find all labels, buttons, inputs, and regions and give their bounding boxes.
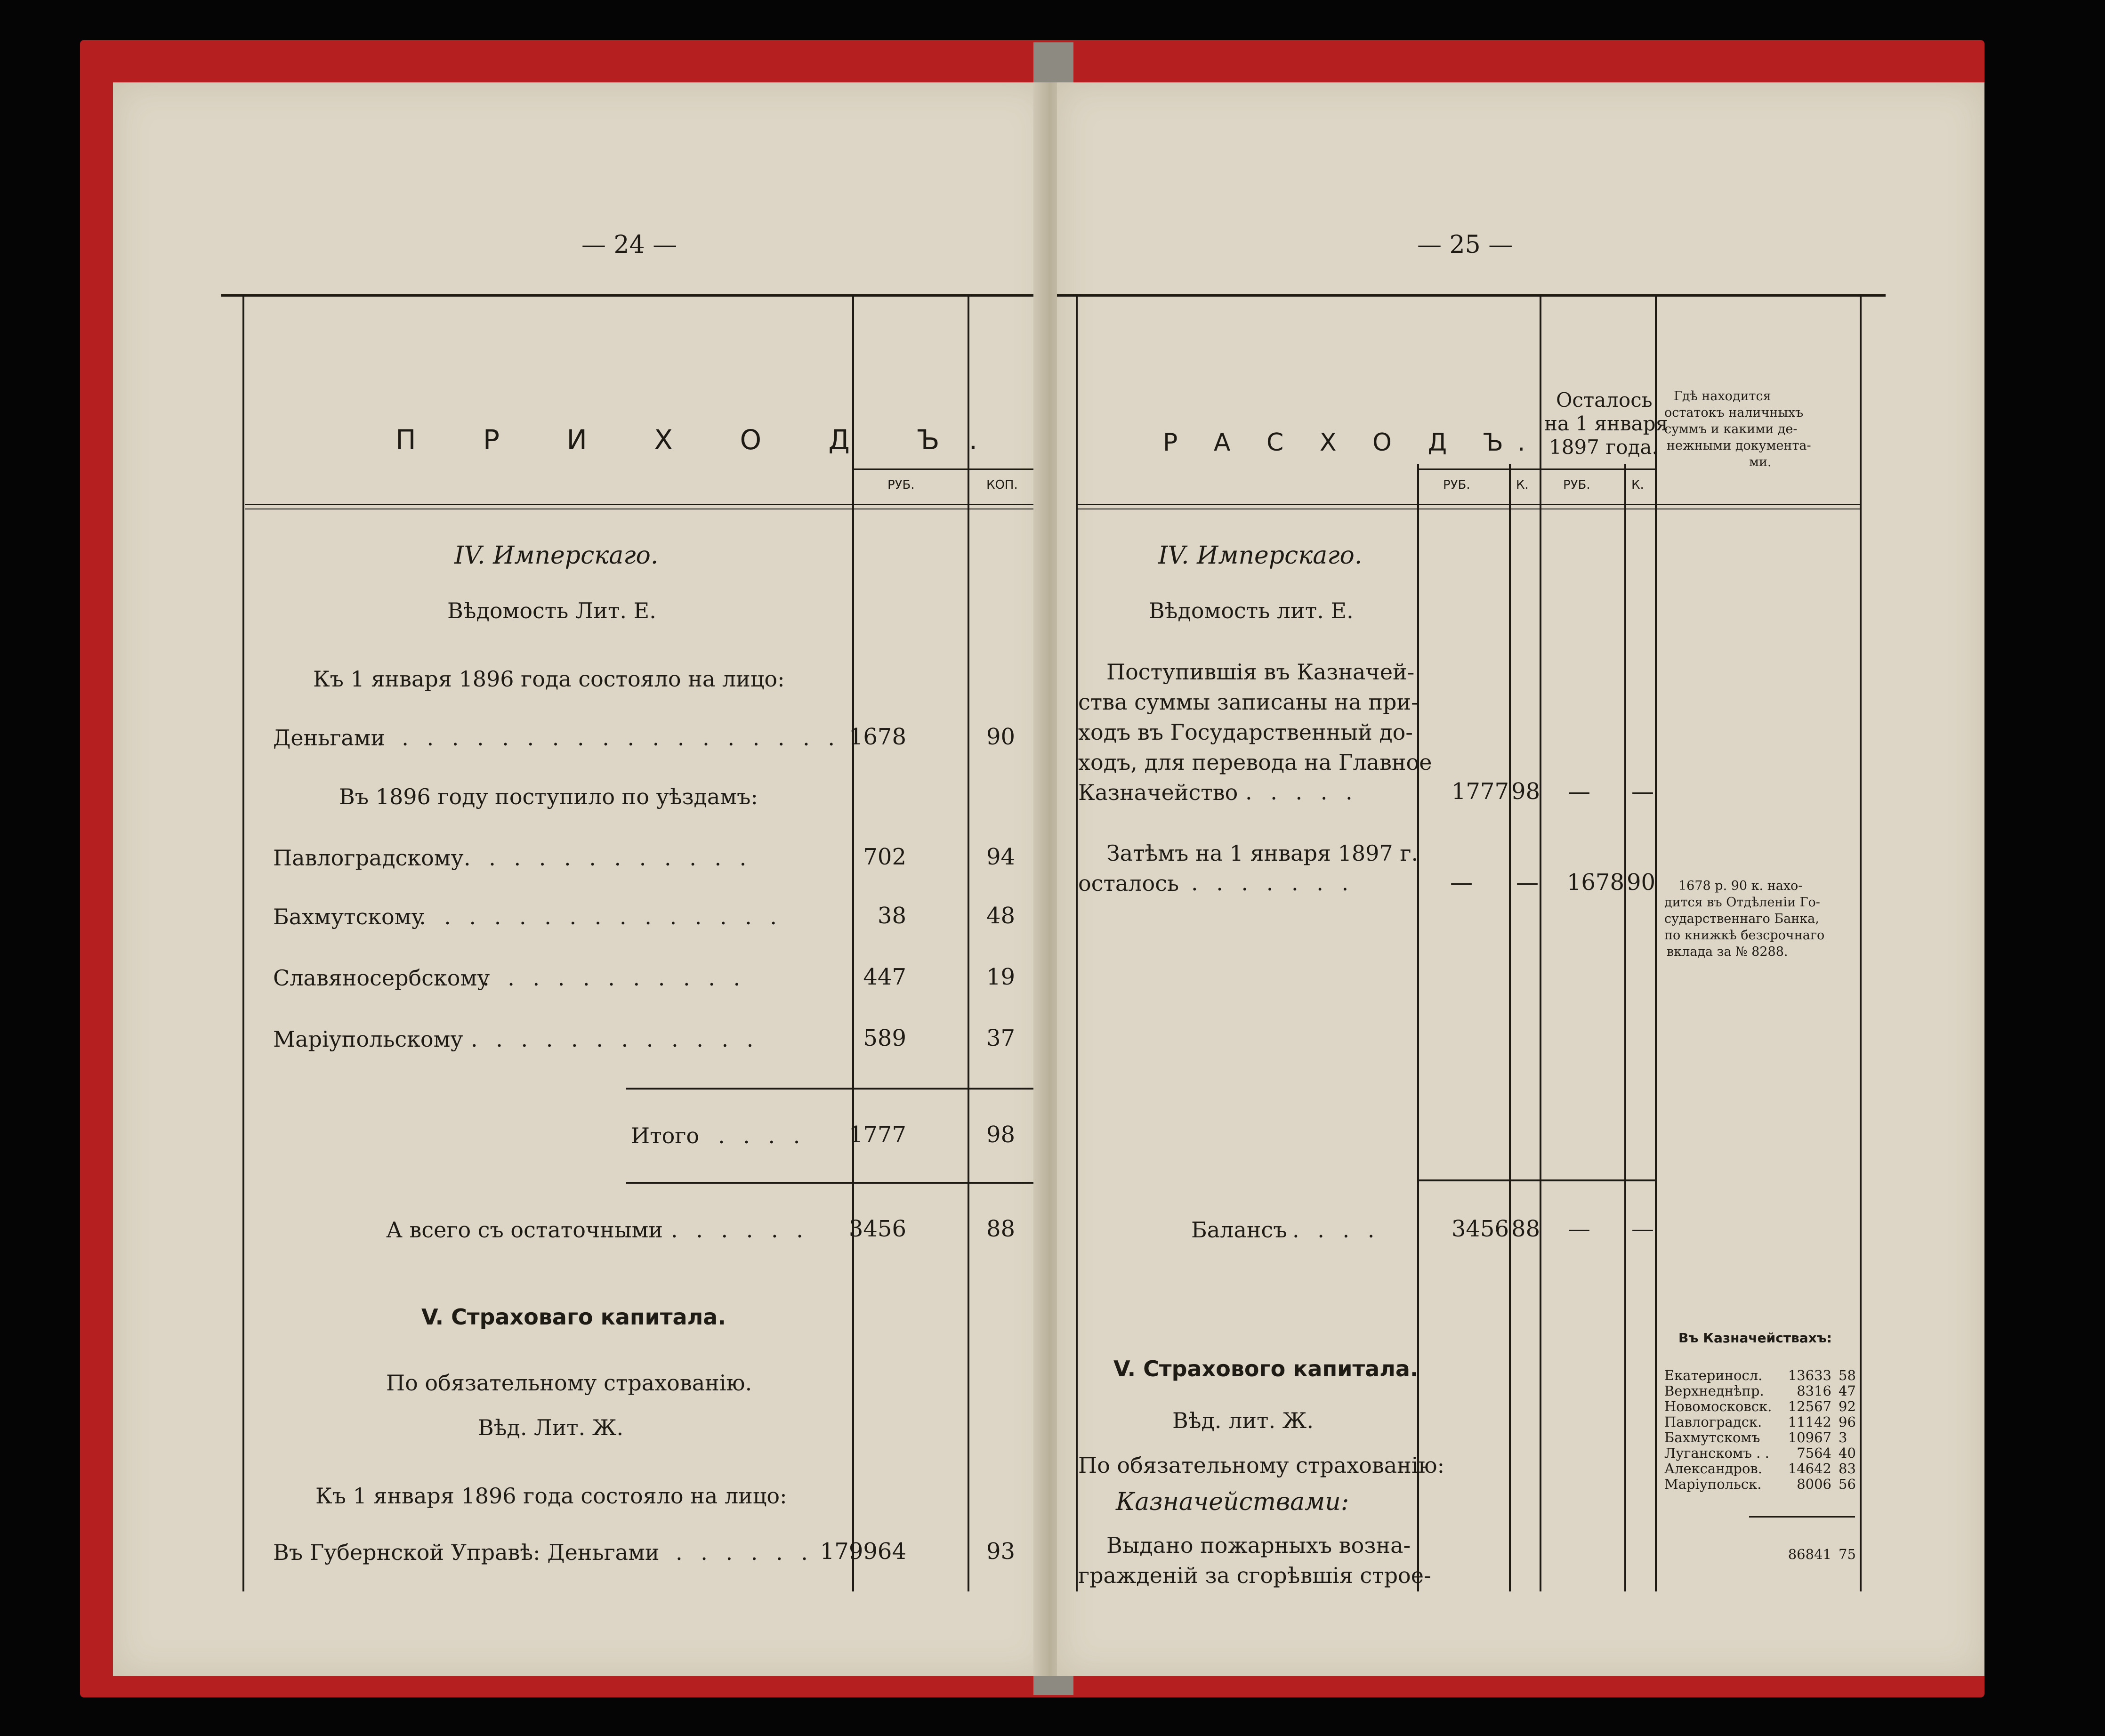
vedomost-zh: Вѣд. лит. Ж. xyxy=(1172,1408,1314,1433)
where-head-line3: суммъ и какими де- xyxy=(1664,422,1798,436)
remain-k: 90 xyxy=(1627,869,1656,896)
row-label: Павлоградскому xyxy=(273,845,464,871)
treasury-kop: 40 xyxy=(1839,1445,1856,1461)
row-label: Славяносербскому xyxy=(273,965,490,991)
remain-rub-label: РУБ. xyxy=(1563,478,1590,492)
left-page xyxy=(113,82,1050,1676)
total-label: Итого xyxy=(631,1123,700,1148)
leader-dots: . . . . xyxy=(1292,1217,1380,1243)
section-4-title: IV. Имперскаго. xyxy=(1158,541,1363,570)
treasury-rub: 11142 xyxy=(1788,1414,1831,1430)
obligatory-insurance: По обязательному страхованію. xyxy=(386,1370,752,1396)
vedomost-zh: Вѣд. Лит. Ж. xyxy=(478,1415,624,1440)
leader-dots: . . . . . . . . . . . . . . . xyxy=(419,904,783,929)
kop-value: 19 xyxy=(986,964,1016,990)
header-bottom-rule xyxy=(1076,504,1860,505)
para1-line2: ства суммы записаны на при- xyxy=(1078,689,1419,715)
treasury-kop: 56 xyxy=(1839,1476,1856,1492)
note-line2: дится въ Отдѣленіи Го- xyxy=(1664,895,1820,910)
row-label: Маріупольскому xyxy=(273,1026,463,1052)
rub-value: 702 xyxy=(863,844,906,870)
treasury-total-rub: 86841 xyxy=(1788,1546,1831,1562)
remain-k-divider xyxy=(1624,464,1626,1591)
treasury-rub: 8006 xyxy=(1797,1476,1831,1492)
treasuries-italic: Казначействами: xyxy=(1116,1488,1349,1516)
balance-label: Балансъ xyxy=(1191,1217,1287,1243)
row-label: Деньгами xyxy=(273,725,386,751)
remain-rub: 1678 xyxy=(1566,869,1624,896)
col-head-rule xyxy=(852,468,1050,470)
para3-line2: гражденій за сгорѣвшія строе- xyxy=(1078,1563,1431,1588)
leader-dots: . . . . . . . . . . . . xyxy=(464,845,752,871)
dash: — xyxy=(1450,869,1473,896)
kop-value: 48 xyxy=(986,903,1016,929)
col-rub-label: РУБ. xyxy=(887,478,915,492)
grand-total-label: А всего съ остаточными xyxy=(386,1217,663,1243)
treasury-kop: 47 xyxy=(1839,1383,1856,1399)
heading-raskhod: Р А С Х О Д Ъ. xyxy=(1163,428,1540,457)
remain-head-line1: Осталось xyxy=(1556,388,1653,412)
subtotal-rule xyxy=(626,1088,1050,1090)
leader-dots: . . . . . . . . . . . . xyxy=(471,1026,759,1052)
treasury-name: Луганскомъ . . xyxy=(1664,1445,1769,1461)
page-number: — 24 — xyxy=(581,231,677,259)
treasuries-heading: Въ Казначействахъ: xyxy=(1678,1330,1832,1346)
col-head-rule xyxy=(1417,468,1655,470)
received-line: Въ 1896 году поступило по уѣздамъ: xyxy=(339,784,758,809)
where-head-line1: Гдѣ находится xyxy=(1674,389,1771,404)
leader-dots: . . . . . . . . . . . xyxy=(483,965,746,991)
dash: — xyxy=(1568,1216,1590,1242)
treasury-rub: 14642 xyxy=(1788,1461,1831,1477)
note-line1: 1678 р. 90 к. нахо- xyxy=(1678,879,1803,893)
dash: — xyxy=(1631,778,1654,805)
treasury-rub: 13633 xyxy=(1788,1367,1831,1383)
para2-line1: Затѣмъ на 1 января 1897 г. xyxy=(1106,840,1419,866)
leader-dots: . . . . . . xyxy=(671,1217,809,1243)
treasury-name: Новомосковск. xyxy=(1664,1398,1772,1414)
para1-line3: ходъ въ Государственный до- xyxy=(1078,719,1413,745)
kop-value: 90 xyxy=(986,724,1016,750)
total-kop: 98 xyxy=(986,1122,1016,1148)
treasury-kop: 92 xyxy=(1839,1398,1856,1414)
col-kop-label: КОП. xyxy=(986,478,1018,492)
treasury-kop: 96 xyxy=(1839,1414,1856,1430)
top-rule xyxy=(221,294,1050,297)
leader-dots: . . . . . . xyxy=(676,1540,814,1565)
remain-head-line2: на 1 января xyxy=(1544,412,1669,435)
balance-rule xyxy=(1417,1179,1655,1181)
kop-value: 94 xyxy=(986,844,1016,870)
vedomost-e: Вѣдомость Лит. Е. xyxy=(447,598,656,623)
dash: — xyxy=(1568,778,1590,805)
dash: — xyxy=(1631,1216,1654,1242)
remain-col-divider xyxy=(1540,297,1541,1591)
where-head-line2: остатокъ наличныхъ xyxy=(1664,405,1804,420)
treasury-name: Маріупольск. xyxy=(1664,1476,1762,1492)
vedomost-e: Вѣдомость лит. Е. xyxy=(1149,598,1354,623)
rub-value: 179964 xyxy=(820,1538,906,1565)
kop-col-divider xyxy=(968,297,969,1591)
total-rub: 1777 xyxy=(848,1122,906,1148)
grand-total-rub: 3456 xyxy=(848,1216,906,1242)
para1-line5: Казначейство xyxy=(1078,780,1238,805)
section-5-title: V. Страховаго капитала. xyxy=(421,1304,726,1330)
row-label: Бахмутскому xyxy=(273,904,424,929)
para2-line2: осталось xyxy=(1078,871,1179,896)
para1-line1: Поступившія въ Казначей- xyxy=(1106,659,1415,685)
section-5-title: V. Страхового капитала. xyxy=(1113,1356,1419,1381)
treasury-rub: 7564 xyxy=(1797,1445,1831,1461)
where-col-divider xyxy=(1655,297,1657,1591)
page-number: — 25 — xyxy=(1417,231,1513,259)
dash: — xyxy=(1516,869,1539,896)
where-head-line4: нежными документа- xyxy=(1667,438,1811,453)
rub-value: 589 xyxy=(863,1025,906,1051)
opening-line: Къ 1 января 1896 года состояло на лицо: xyxy=(313,666,785,692)
rub-value: 447 xyxy=(863,964,906,990)
treasury-name: Екатериносл. xyxy=(1664,1367,1763,1383)
rub-value: 38 xyxy=(877,903,906,929)
treasury-name: Бахмутскомъ xyxy=(1664,1429,1760,1445)
leader-dots: . . . . . xyxy=(1245,779,1358,805)
right-page xyxy=(1057,82,1984,1676)
remain-head-line3: 1897 года. xyxy=(1549,436,1658,459)
note-line3: сударственнаго Банка, xyxy=(1664,912,1819,926)
opening-line-2: Къ 1 января 1896 года состояло на лицо: xyxy=(315,1483,787,1509)
leader-dots: . . . . . . . xyxy=(1191,870,1355,896)
kop-value: 93 xyxy=(986,1538,1016,1565)
col-rub-label: РУБ. xyxy=(1443,478,1470,492)
treasury-kop: 3 xyxy=(1839,1429,1847,1445)
where-head-line5: ми. xyxy=(1749,455,1772,469)
note-line5: вклада за № 8288. xyxy=(1667,945,1788,959)
balance-k: 88 xyxy=(1511,1216,1540,1242)
balance-rub: 3456 xyxy=(1451,1216,1509,1242)
remain-k-label: К. xyxy=(1631,478,1644,492)
para3-line1: Выдано пожарныхъ возна- xyxy=(1106,1533,1411,1558)
treasury-rub: 8316 xyxy=(1797,1383,1831,1399)
treasury-rub: 12567 xyxy=(1788,1398,1831,1414)
section-4-title: IV. Имперскаго. xyxy=(454,541,659,570)
header-bottom-rule xyxy=(245,504,1050,505)
kop-value: 37 xyxy=(986,1025,1016,1051)
col-k-label: К. xyxy=(1516,478,1529,492)
rub-col-divider xyxy=(1417,464,1419,1591)
obligatory-insurance: По обязательному страхованію: xyxy=(1078,1453,1445,1478)
treasury-kop: 58 xyxy=(1839,1367,1856,1383)
para1-k: 98 xyxy=(1511,778,1540,805)
left-border xyxy=(1076,297,1078,1591)
treasury-rub: 10967 xyxy=(1788,1429,1831,1445)
note-line4: по книжкѣ безсрочнаго xyxy=(1664,928,1825,943)
row-label: Въ Губернской Управѣ: Деньгами xyxy=(273,1540,660,1565)
treasury-name: Павлоградск. xyxy=(1664,1414,1762,1430)
right-border xyxy=(1860,297,1862,1591)
treasury-total-kop: 75 xyxy=(1839,1546,1856,1562)
treasury-total-rule xyxy=(1749,1516,1855,1518)
leader-dots: . . . . xyxy=(718,1123,806,1148)
treasury-kop: 83 xyxy=(1839,1461,1856,1477)
rub-col-divider xyxy=(852,297,854,1591)
left-border xyxy=(242,297,244,1591)
leader-dots: . . . . . . . . . . . . . . . . . . . xyxy=(377,725,841,751)
top-rule xyxy=(1057,294,1886,297)
para1-line4: ходъ, для перевода на Главное xyxy=(1078,750,1432,775)
k-col-divider xyxy=(1509,464,1511,1591)
para1-rub: 1777 xyxy=(1451,778,1509,805)
grand-total-rule xyxy=(626,1182,1050,1184)
treasury-name: Александров. xyxy=(1664,1461,1762,1477)
heading-prikhod: П Р И Х О Д Ъ. xyxy=(395,424,1007,456)
treasury-name: Верхнеднѣпр. xyxy=(1664,1383,1764,1399)
rub-value: 1678 xyxy=(848,724,906,750)
grand-total-kop: 88 xyxy=(986,1216,1016,1242)
